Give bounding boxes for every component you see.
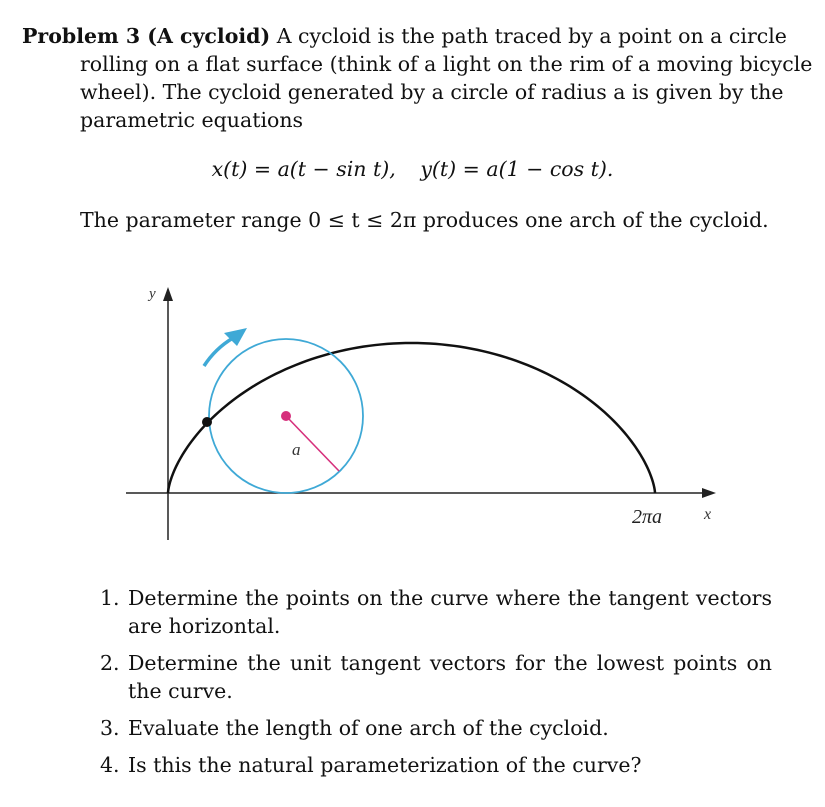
y-axis-label: y xyxy=(149,286,156,302)
problem-line-3: wheel). The cycloid generated by a circle of radius a is given by the xyxy=(80,80,784,104)
question-text: Evaluate the length of one arch of the cycloid. xyxy=(128,716,609,740)
question-list xyxy=(100,584,772,788)
question-item xyxy=(100,751,772,779)
problem-line-1 xyxy=(22,22,787,50)
problem-line-4: parametric equations xyxy=(80,108,304,132)
question-text: Determine the points on the curve where the tangent vectors are horizontal. xyxy=(128,586,772,638)
tracing-point xyxy=(202,417,212,427)
y-axis-arrow xyxy=(163,287,173,301)
x-axis-label: x xyxy=(704,506,712,523)
question-number: 1. xyxy=(100,586,120,610)
question-text: Determine the unit tangent vectors for the lowest points on the curve. xyxy=(128,651,772,703)
parameter-range-sentence: The parameter range 0 ≤ t ≤ 2π produces one arch of the cycloid. xyxy=(80,208,769,232)
question-number: 2. xyxy=(100,651,120,675)
question-number: 3. xyxy=(100,716,120,740)
cycloid-figure xyxy=(120,278,730,550)
rotation-arrow xyxy=(204,338,233,366)
question-number: 4. xyxy=(100,753,120,777)
parametric-equations xyxy=(0,157,825,181)
cycloid-curve xyxy=(168,343,655,493)
equation-y: y(t) = a(1 − cos t). xyxy=(420,157,614,181)
problem-line-2: rolling on a flat surface (think of a light on the rim of a moving bicycle xyxy=(80,52,813,76)
question-item xyxy=(100,714,772,742)
equation-x: x(t) = a(t − sin t), xyxy=(211,157,396,181)
question-item xyxy=(100,584,772,640)
problem-heading: Problem 3 (A cycloid) xyxy=(22,24,271,48)
problem-text-1: A cycloid is the path traced by a point on a circle xyxy=(276,24,787,48)
problem-statement xyxy=(22,22,813,134)
x-axis-arrow xyxy=(702,488,716,498)
question-item xyxy=(100,649,772,705)
radius-label: a xyxy=(292,440,301,459)
question-text: Is this the natural parameterization of the curve? xyxy=(128,753,642,777)
circle-center-point xyxy=(281,411,291,421)
end-label: 2πa xyxy=(632,506,663,528)
